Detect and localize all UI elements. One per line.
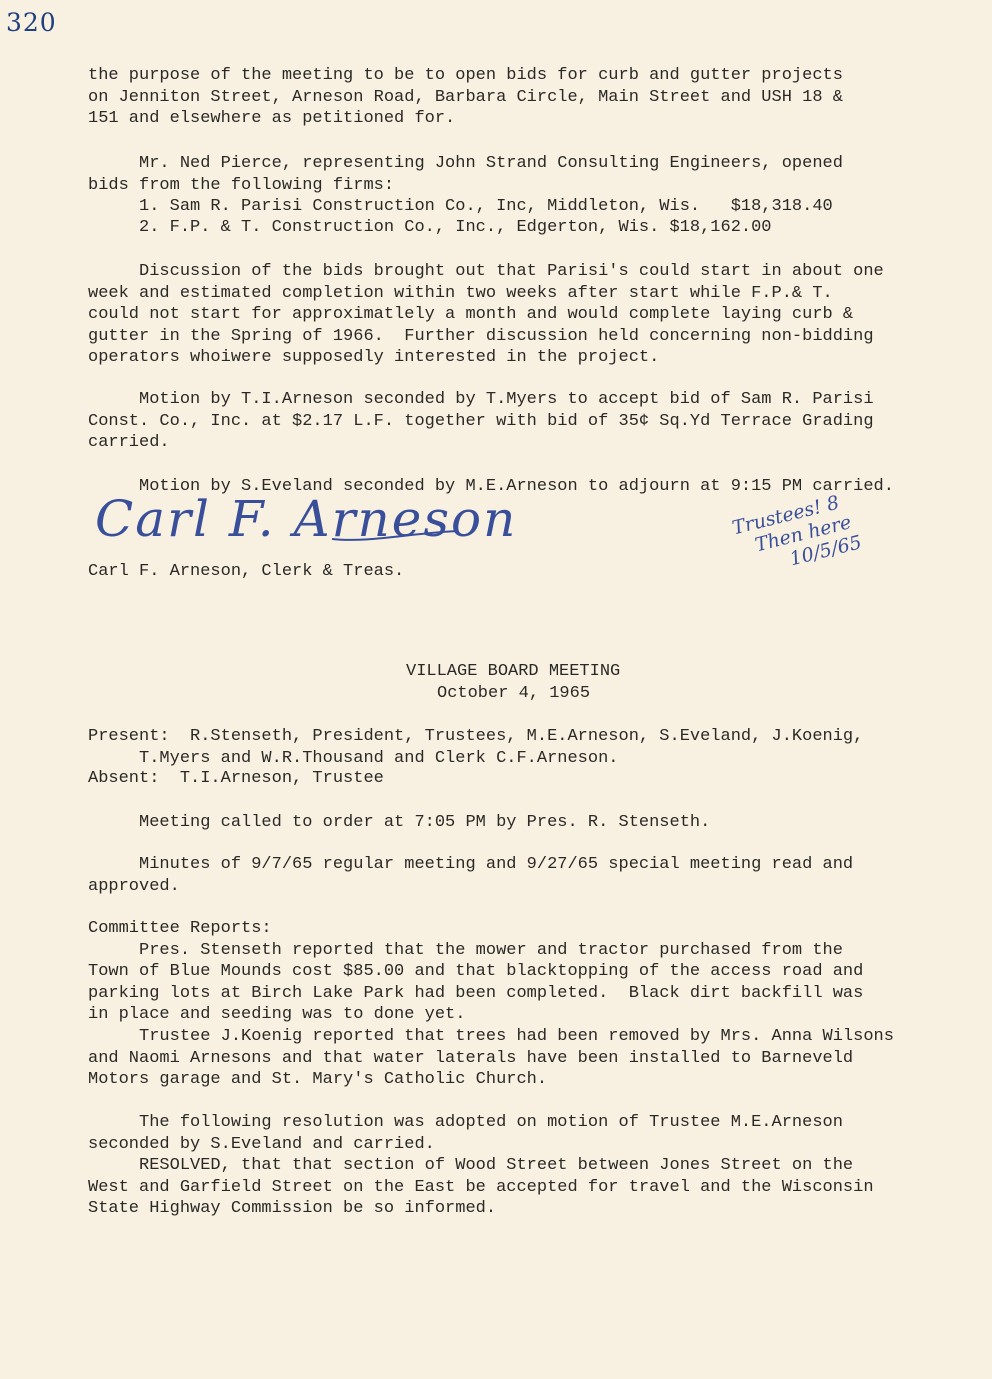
- clerk-name: Carl F. Arneson, Clerk & Treas.: [88, 562, 405, 581]
- meeting-purpose: the purpose of the meeting to be to open bids for curb and gutter projects on Jenniton Street, Arneson Road, Barbara Circle, Main Street and USH 18 & 151 and elsewhere as petitioned for.: [88, 66, 843, 129]
- bid-discussion: Discussion of the bids brought out that Parisi's could start in about one week and estimated completion within two weeks after start while F.P.& T. could not start for approximatlely a month and would complete laying curb & gutter in the Spring of 1966. Further discussion held concerning non-bidding operators whoiwere supposedly interested in the project.: [88, 262, 884, 368]
- handwritten-note: Trustees! 8 Then here 10/5/65: [730, 491, 864, 583]
- attendance-absent: Absent: T.I.Arneson, Trustee: [88, 769, 384, 788]
- signature-flourish: [330, 529, 460, 545]
- meeting-title: VILLAGE BOARD MEETING: [406, 662, 621, 681]
- minutes-approval: Minutes of 9/7/65 regular meeting and 9/27/65 special meeting read and approved.: [88, 855, 854, 896]
- bid-item: 1. Sam R. Parisi Construction Co., Inc, Middleton, Wis. $18,318.40: [88, 197, 833, 216]
- bids-intro: Mr. Ned Pierce, representing John Strand Consulting Engineers, opened bids from the following firms:: [88, 154, 843, 195]
- motion-accept-bid: Motion by T.I.Arneson seconded by T.Myers to accept bid of Sam R. Parisi Const. Co., Inc. at $2.17 L.F. together with bid of 35¢ Sq.Yd Terrace Grading carried.: [88, 390, 874, 453]
- resolution: The following resolution was adopted on motion of Trustee M.E.Arneson seconded by S.Eveland and carried. RESOLVED, that that section of Wood Street between Jones Street on the West and Garfield Street on the East be accepted for travel and the Wisconsin State Highway Commission be so informed.: [88, 1113, 874, 1219]
- attendance-present: Present: R.Stenseth, President, Trustees, M.E.Arneson, S.Eveland, J.Koenig, T.Myers and W.R.Thousand and Clerk C.F.Arneson.: [88, 727, 864, 768]
- meeting-date: October 4, 1965: [437, 684, 591, 703]
- bid-item: 2. F.P. & T. Construction Co., Inc., Edgerton, Wis. $18,162.00: [88, 218, 772, 237]
- call-to-order: Meeting called to order at 7:05 PM by Pres. R. Stenseth.: [88, 813, 711, 832]
- motion-adjourn: Motion by S.Eveland seconded by M.E.Arneson to adjourn at 9:15 PM carried.: [88, 477, 894, 496]
- page-number: 320: [6, 8, 57, 37]
- committee-reports: Committee Reports: Pres. Stenseth reported that the mower and tractor purchased from the Town of Blue Mounds cost $85.00 and that blacktopping of the access road and parking lots at Birch Lake Park had been completed. Black dirt backfill was in place and seeding was to done yet. Trustee J.Koenig reported that trees had been removed by Mrs. Anna Wilsons and Naomi Arnesons and that water laterals have been installed to Barneveld Motors garage and St. Mary's Catholic Church.: [88, 919, 894, 1090]
- handwritten-signature: Carl F. Arneson: [95, 490, 518, 548]
